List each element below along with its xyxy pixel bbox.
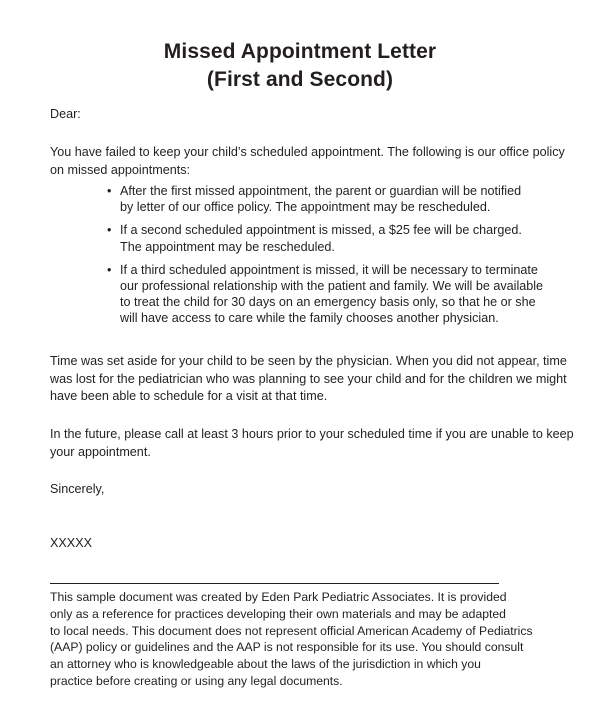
disclaimer-line: an attorney who is knowledgeable about the laws of the jurisdiction in which you xyxy=(50,657,481,672)
future-line: your appointment. xyxy=(50,444,151,459)
policy-line: If a third scheduled appointment is missed, it will be necessary to terminate xyxy=(120,262,538,277)
disclaimer-line: only as a reference for practices developing their own materials and may be adapted xyxy=(50,606,506,621)
time-line: was lost for the pediatrician who was planning to see your child and for the children we might xyxy=(50,371,567,386)
future-paragraph xyxy=(50,426,574,461)
policy-line: to treat the child for 30 days on an emergency basis only, so that he or she xyxy=(120,295,536,310)
bullet-icon: • xyxy=(107,223,112,238)
disclaimer-line: (AAP) policy or guidelines and the AAP is not responsible for its use. You should consult xyxy=(50,640,524,655)
salutation: Dear: xyxy=(50,107,81,121)
time-line: Time was set aside for your child to be seen by the physician. When you did not appear, time xyxy=(50,354,567,368)
policy-line: If a second scheduled appointment is missed, a $25 fee will be charged. xyxy=(120,223,522,238)
intro-paragraph xyxy=(50,144,565,179)
disclaimer-line: to local needs. This document does not represent official American Academy of Pediatrics xyxy=(50,623,533,638)
intro-line: You have failed to keep your child’s scheduled appointment. The following is our office policy xyxy=(50,145,565,159)
policy-line: After the first missed appointment, the parent or guardian will be notified xyxy=(120,184,522,198)
future-line: In the future, please call at least 3 hours prior to your scheduled time if you are unable to keep xyxy=(50,427,574,441)
policy-list xyxy=(106,183,543,327)
intro-line: on missed appointments: xyxy=(50,162,191,177)
disclaimer xyxy=(50,589,533,690)
bullet-icon: • xyxy=(107,184,112,198)
disclaimer-line: This sample document was created by Eden Park Pediatric Associates. It is provided xyxy=(50,590,507,604)
divider xyxy=(50,583,499,584)
page-subtitle: (First and Second) xyxy=(206,68,394,91)
policy-line: our professional relationship with the patient and family. We will be available xyxy=(120,279,544,294)
bullet-icon: • xyxy=(107,262,112,277)
policy-line: will have access to care while the family chooses another physician. xyxy=(120,311,499,326)
policy-item xyxy=(106,183,543,215)
time-line: have been able to schedule for a visit at that time. xyxy=(50,389,328,404)
policy-line: by letter of our office policy. The appointment may be rescheduled. xyxy=(120,200,491,215)
page-title: Missed Appointment Letter xyxy=(163,40,437,63)
disclaimer-line: practice before creating or using any legal documents. xyxy=(50,673,343,688)
policy-line: The appointment may be rescheduled. xyxy=(120,239,335,254)
time-paragraph xyxy=(50,353,567,406)
policy-item xyxy=(106,262,543,327)
closing: Sincerely, xyxy=(50,482,105,496)
signature: XXXXX xyxy=(50,536,92,550)
policy-item xyxy=(106,222,543,254)
